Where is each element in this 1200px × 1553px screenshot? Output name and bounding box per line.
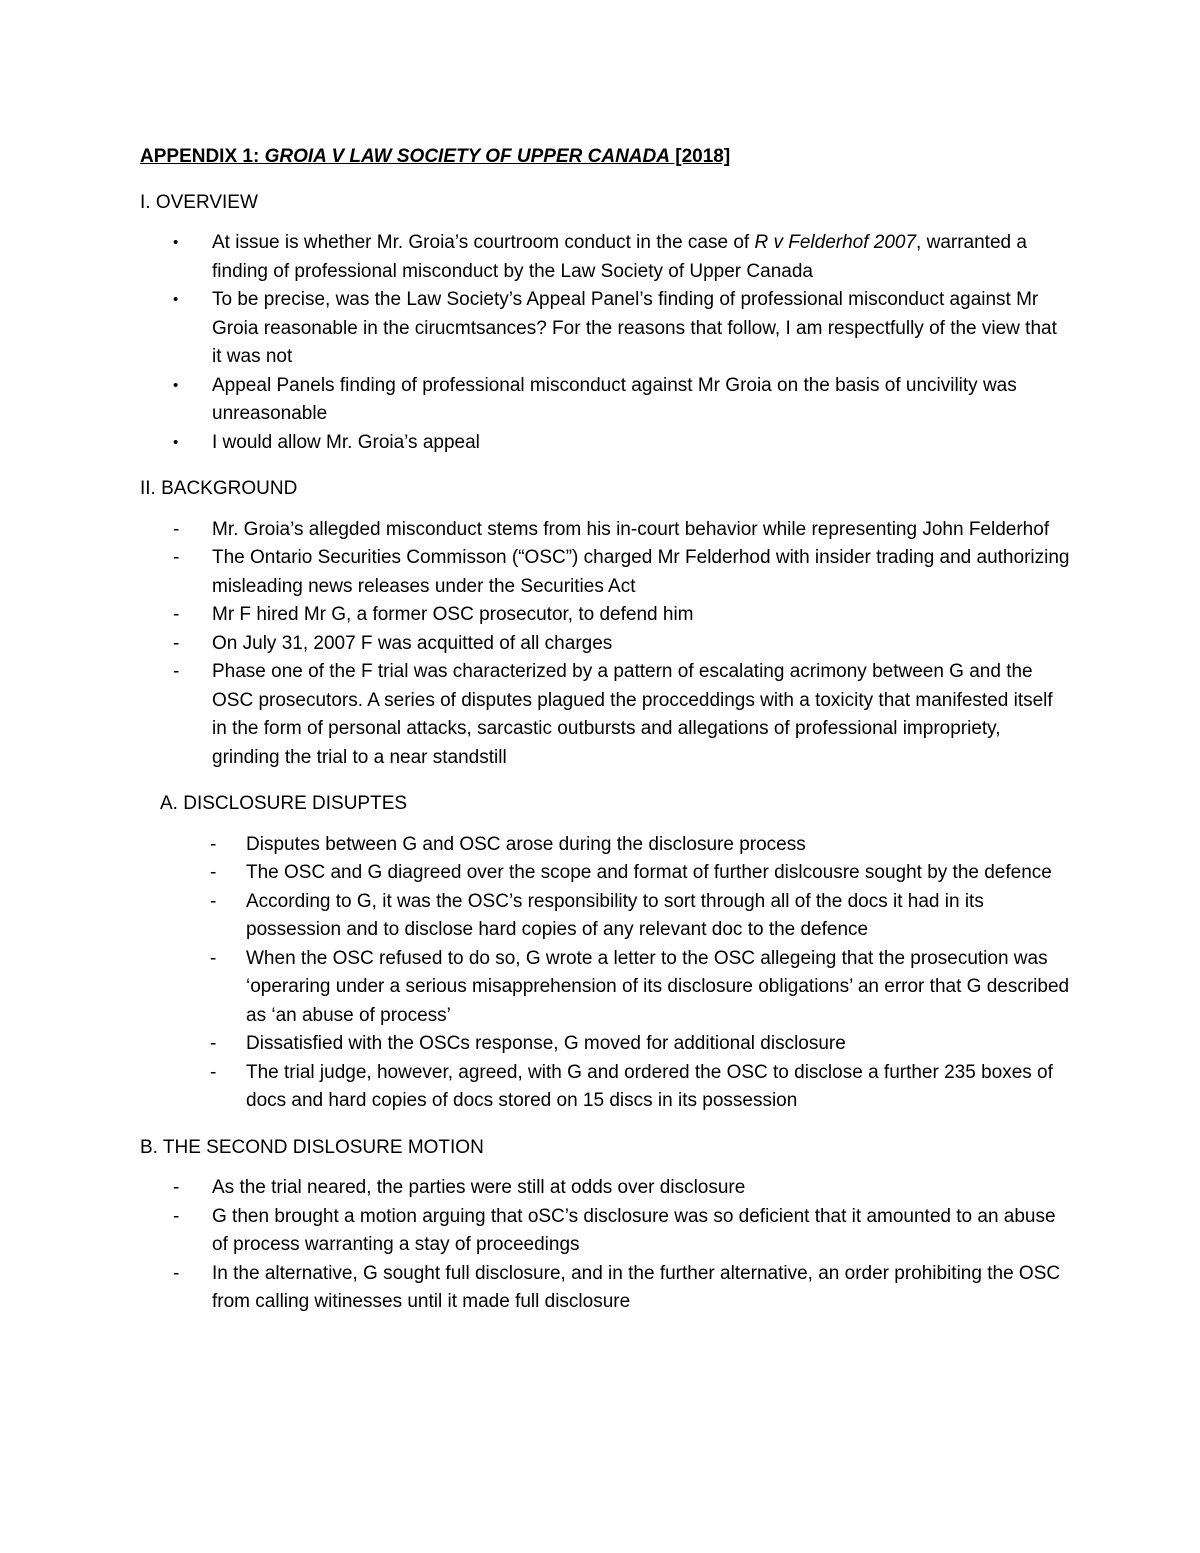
list-item-text: At issue is whether Mr. Groia’s courtroom conduct in the case of — [212, 232, 755, 253]
list-item-text: The OSC and G diagreed over the scope and format of further dislcousre sought by the defence — [246, 862, 1052, 883]
list-item-text: Phase one of the F trial was characterized by a pattern of escalating acrimony between G and the OSC prosecutors. A series of disputes plagued the procceddings with a toxicity that manifested itself in the form of personal attacks, sarcastic outbursts and allegations of professional impropriety, grinding the trial to a near standstill — [212, 661, 1053, 768]
dash-marker: - — [173, 1205, 180, 1227]
document-body — [140, 143, 1070, 1335]
section-heading-disclosure-disputes: A. DISCLOSURE DISUPTES — [160, 793, 408, 814]
dash-marker: - — [173, 632, 180, 654]
list-item — [140, 544, 1070, 601]
dash-marker: - — [210, 1061, 217, 1083]
bullet-marker: • — [173, 291, 179, 308]
list-item-text: On July 31, 2007 F was acquitted of all charges — [212, 632, 613, 654]
dash-marker: - — [210, 833, 217, 855]
list-item — [140, 831, 1070, 860]
document-title — [140, 143, 1070, 172]
list-item — [140, 229, 1070, 286]
list-item-text: When the OSC refused to do so, G wrote a letter to the OSC allegeing that the prosecution was ‘operaring under a serious misapprehension of its disclosure obligations’ an error that G described as ‘an abuse of process’ — [246, 947, 1070, 1026]
overview-list — [140, 229, 1070, 457]
dash-marker: - — [210, 862, 217, 883]
dash-marker: - — [173, 1177, 180, 1198]
list-item — [140, 1030, 1070, 1059]
second-motion-list — [140, 1174, 1070, 1317]
list-item-text: Dissatisfied with the OSCs response, G moved for additional disclosure — [246, 1033, 846, 1054]
list-item-text: According to G, it was the OSC’s responsibility to sort through all of the docs it had in its possession and to disclose hard copies of any relevant doc to the defence — [246, 890, 984, 940]
bullet-marker: • — [173, 234, 179, 251]
dash-marker: - — [173, 1262, 180, 1284]
list-item — [140, 372, 1070, 429]
bullet-marker: • — [173, 433, 179, 451]
list-item-text: As the trial neared, the parties were still at odds over disclosure — [212, 1177, 746, 1198]
list-item-text: The Ontario Securities Commisson (“OSC”) charged Mr Felderhod with insider trading and authorizing misleading news releases under the Securities Act — [212, 547, 1070, 597]
section-heading-second-motion: B. THE SECOND DISLOSURE MOTION — [140, 1136, 484, 1158]
list-item-text: Mr. Groia’s allegded misconduct stems from his in-court behavior while representing John Felderhof — [212, 518, 1050, 540]
list-item-text: I would allow Mr. Groia’s appeal — [212, 431, 480, 453]
list-item-text: G then brought a motion arguing that oSC’s disclosure was so deficient that it amounted to an abuse of process warranting a stay of proceedings — [212, 1205, 1056, 1255]
list-item — [140, 1260, 1070, 1317]
list-item-text: The trial judge, however, agreed, with G and ordered the OSC to disclose a further 235 boxes of docs and hard copies of docs stored on 15 discs in its possession — [246, 1061, 1053, 1111]
bullet-marker: • — [173, 376, 179, 394]
list-item — [140, 1203, 1070, 1260]
case-citation: R v Felderhof 2007 — [754, 232, 917, 253]
dash-marker: - — [210, 947, 217, 969]
dash-marker: - — [173, 518, 180, 540]
list-item — [140, 1059, 1070, 1116]
dash-marker: - — [173, 547, 180, 568]
list-item-text: Appeal Panels finding of professional misconduct against Mr Groia on the basis of uncivility was unreasonable — [212, 374, 1017, 424]
dash-marker: - — [210, 1033, 217, 1054]
list-item — [140, 429, 1070, 458]
title-year: [2018] — [669, 146, 731, 167]
list-item-text: , warranted a finding of professional misconduct by the Law Society of Upper Canada — [212, 232, 1027, 282]
list-item — [140, 859, 1070, 888]
list-item-text: To be precise, was the Law Society’s Appeal Panel’s finding of professional misconduct against Mr Groia reasonable in the cirucmtsances? For the reasons that follow, I am respectfully of the view that it was not — [212, 289, 1057, 367]
title-prefix: APPENDIX 1: — [140, 146, 265, 167]
background-list — [140, 516, 1070, 773]
list-item — [140, 630, 1070, 659]
list-item — [140, 1174, 1070, 1203]
list-item — [140, 658, 1070, 772]
dash-marker: - — [173, 661, 180, 682]
list-item-text: Mr F hired Mr G, a former OSC prosecutor, to defend him — [212, 604, 694, 625]
list-item — [140, 286, 1070, 372]
list-item — [140, 888, 1070, 945]
section-heading-overview: I. OVERVIEW — [140, 191, 258, 213]
disclosure-disputes-list — [140, 831, 1070, 1116]
section-heading-background: II. BACKGROUND — [140, 478, 298, 499]
title-case-name: GROIA V LAW SOCIETY OF UPPER CANADA — [264, 146, 670, 167]
dash-marker: - — [210, 890, 217, 912]
list-item — [140, 945, 1070, 1031]
list-item-text: Disputes between G and OSC arose during the disclosure process — [246, 833, 806, 855]
list-item-text: In the alternative, G sought full disclosure, and in the further alternative, an order prohibiting the OSC from calling witinesses until it made full disclosure — [212, 1262, 1061, 1312]
dash-marker: - — [173, 604, 180, 625]
list-item — [140, 601, 1070, 630]
list-item — [140, 516, 1070, 545]
